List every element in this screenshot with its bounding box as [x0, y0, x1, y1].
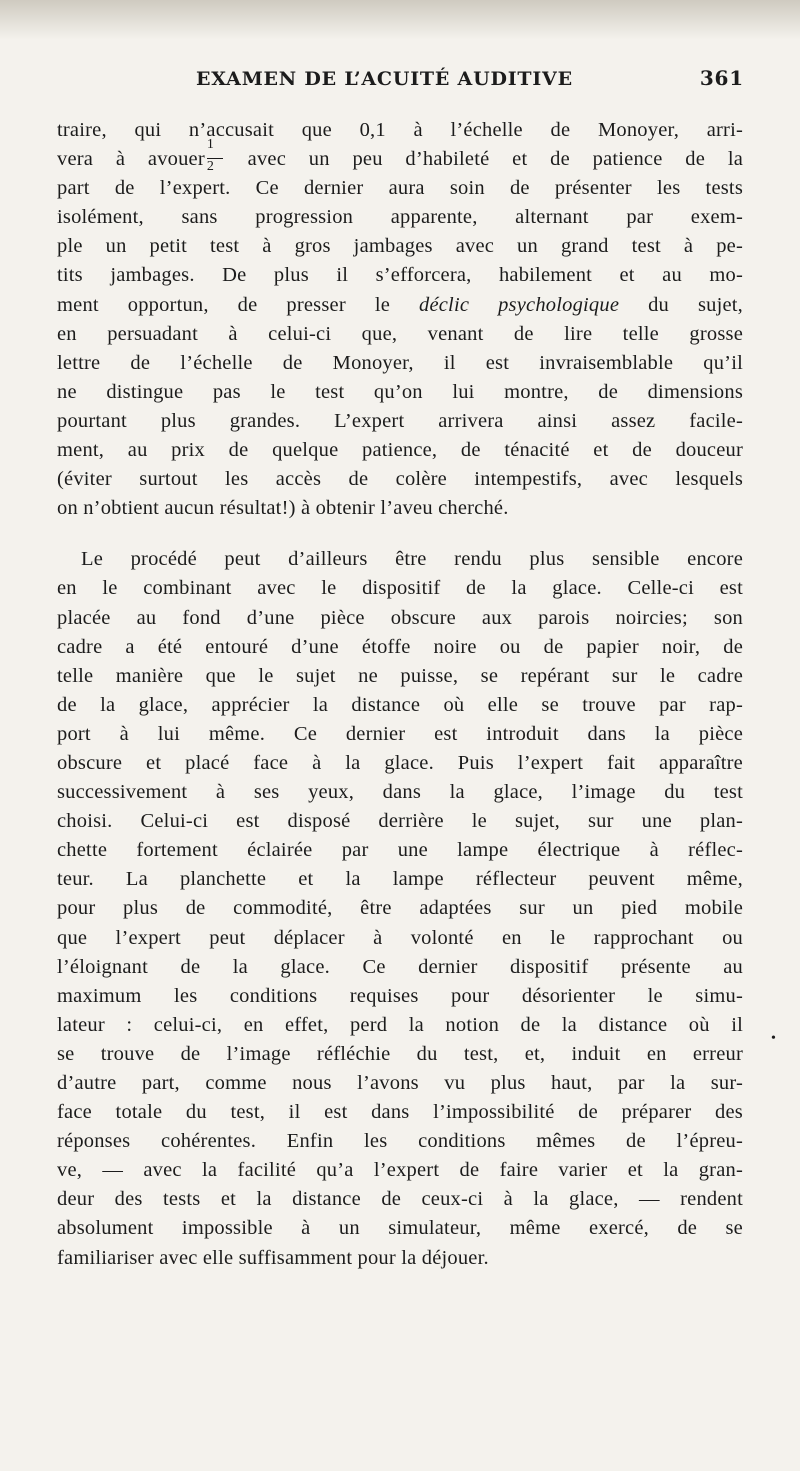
text-line: que l’expert peut déplacer à volonté en le rapprochant ou	[57, 926, 743, 949]
fraction-denominator: 2	[206, 159, 215, 175]
text-line: part de l’expert. Ce dernier aura soin de présenter les tests	[57, 177, 743, 200]
text-line: telle manière que le sujet ne puisse, se repérant sur le cadre	[57, 664, 743, 687]
text-line: on n’obtient aucun résultat!) à obtenir l’aveu cherché.	[57, 497, 509, 520]
text-line: pourtant plus grandes. L’expert arrivera ainsi assez facile-	[57, 409, 743, 432]
text-line: (éviter surtout les accès de colère intempestifs, avec lesquels	[57, 468, 743, 491]
text-line: ne distingue pas le test qu’on lui montre, de dimensions	[57, 380, 743, 403]
fraction	[206, 137, 223, 175]
text-line: face totale du test, il est dans l’impossibilité de préparer des	[57, 1101, 743, 1124]
text-line-with-fraction	[57, 137, 744, 175]
text-line: choisi. Celui-ci est disposé derrière le sujet, sur une plan-	[57, 810, 743, 833]
text-line: teur. La planchette et la lampe réflecteur peuvent même,	[57, 868, 743, 891]
text-line: Le procédé peut d’ailleurs être rendu plus sensible encore	[81, 548, 743, 571]
text-line: l’éloignant de la glace. Ce dernier dispositif présente au	[57, 955, 743, 978]
text-line: obscure et placé face à la glace. Puis l’expert fait apparaître	[57, 751, 743, 774]
text-line: ment, au prix de quelque patience, de ténacité et de douceur	[57, 439, 743, 462]
text-line: deur des tests et la distance de ceux-ci à la glace, — rendent	[57, 1188, 743, 1211]
text-line: d’autre part, comme nous l’avons vu plus haut, par la sur-	[57, 1072, 743, 1094]
page-top-edge	[0, 0, 800, 40]
text-line: tits jambages. De plus il s’efforcera, habilement et au mo-	[57, 264, 743, 287]
text-line: familiariser avec elle suffisamment pour la déjouer.	[57, 1246, 489, 1269]
running-title: EXAMEN DE L’ACUITÉ AUDITIVE	[196, 68, 573, 90]
text-line: lateur : celui-ci, en effet, perd la notion de la distance où il	[57, 1013, 743, 1036]
margin-mark: •	[771, 1031, 776, 1046]
text-line: réponses cohérentes. Enfin les conditions mêmes de l’épreu-	[57, 1130, 743, 1153]
text-line: port à lui même. Ce dernier est introduit dans la pièce	[57, 722, 743, 745]
text-line: absolument impossible à un simulateur, même exercé, de se	[57, 1217, 743, 1240]
text-line: placée au fond d’une pièce obscure aux parois noircies; son	[57, 606, 743, 629]
page-number: 361	[699, 66, 744, 90]
text-line: lettre de l’échelle de Monoyer, il est invraisemblable qu’il	[57, 351, 743, 374]
paragraph-gap	[57, 523, 743, 545]
running-head	[58, 66, 744, 96]
text-line: cadre a été entouré d’une étoffe noire ou de papier noir, de	[57, 635, 743, 658]
text-line-with-italic	[57, 291, 743, 320]
text-line: ple un petit test à gros jambages avec un grand test à pe-	[57, 235, 743, 258]
text-fragment: du sujet,	[619, 293, 744, 316]
text-line: en le combinant avec le dispositif de la glace. Celle-ci est	[57, 577, 743, 600]
fraction-numerator: 1	[206, 137, 215, 153]
text-fragment: ment opportun, de presser le	[57, 293, 419, 316]
text-line: de la glace, apprécier la distance où elle se trouve par rap-	[57, 693, 743, 716]
italic-term: déclic psychologique	[419, 293, 620, 316]
text-line: successivement à ses yeux, dans la glace, l’image du test	[57, 781, 743, 804]
text-fragment: avec un peu d’habileté et de patience de la	[247, 148, 744, 171]
text-line: traire, qui n’accusait que 0,1 à l’échelle de Monoyer, arri-	[57, 119, 743, 141]
body-text	[57, 116, 743, 1273]
text-fragment: vera à avouer	[57, 148, 205, 171]
text-line: pour plus de commodité, être adaptées sur un pied mobile	[57, 897, 743, 920]
text-line: se trouve de l’image réfléchie du test, et, induit en erreur	[57, 1042, 743, 1065]
text-line: ve, — avec la facilité qu’a l’expert de faire varier et la gran-	[57, 1159, 743, 1182]
text-line: en persuadant à celui-ci que, venant de lire telle grosse	[57, 322, 743, 345]
text-line: chette fortement éclairée par une lampe électrique à réflec-	[57, 839, 743, 862]
text-line: isolément, sans progression apparente, alternant par exem-	[57, 206, 743, 229]
text-line: maximum les conditions requises pour désorienter le simu-	[57, 984, 743, 1007]
